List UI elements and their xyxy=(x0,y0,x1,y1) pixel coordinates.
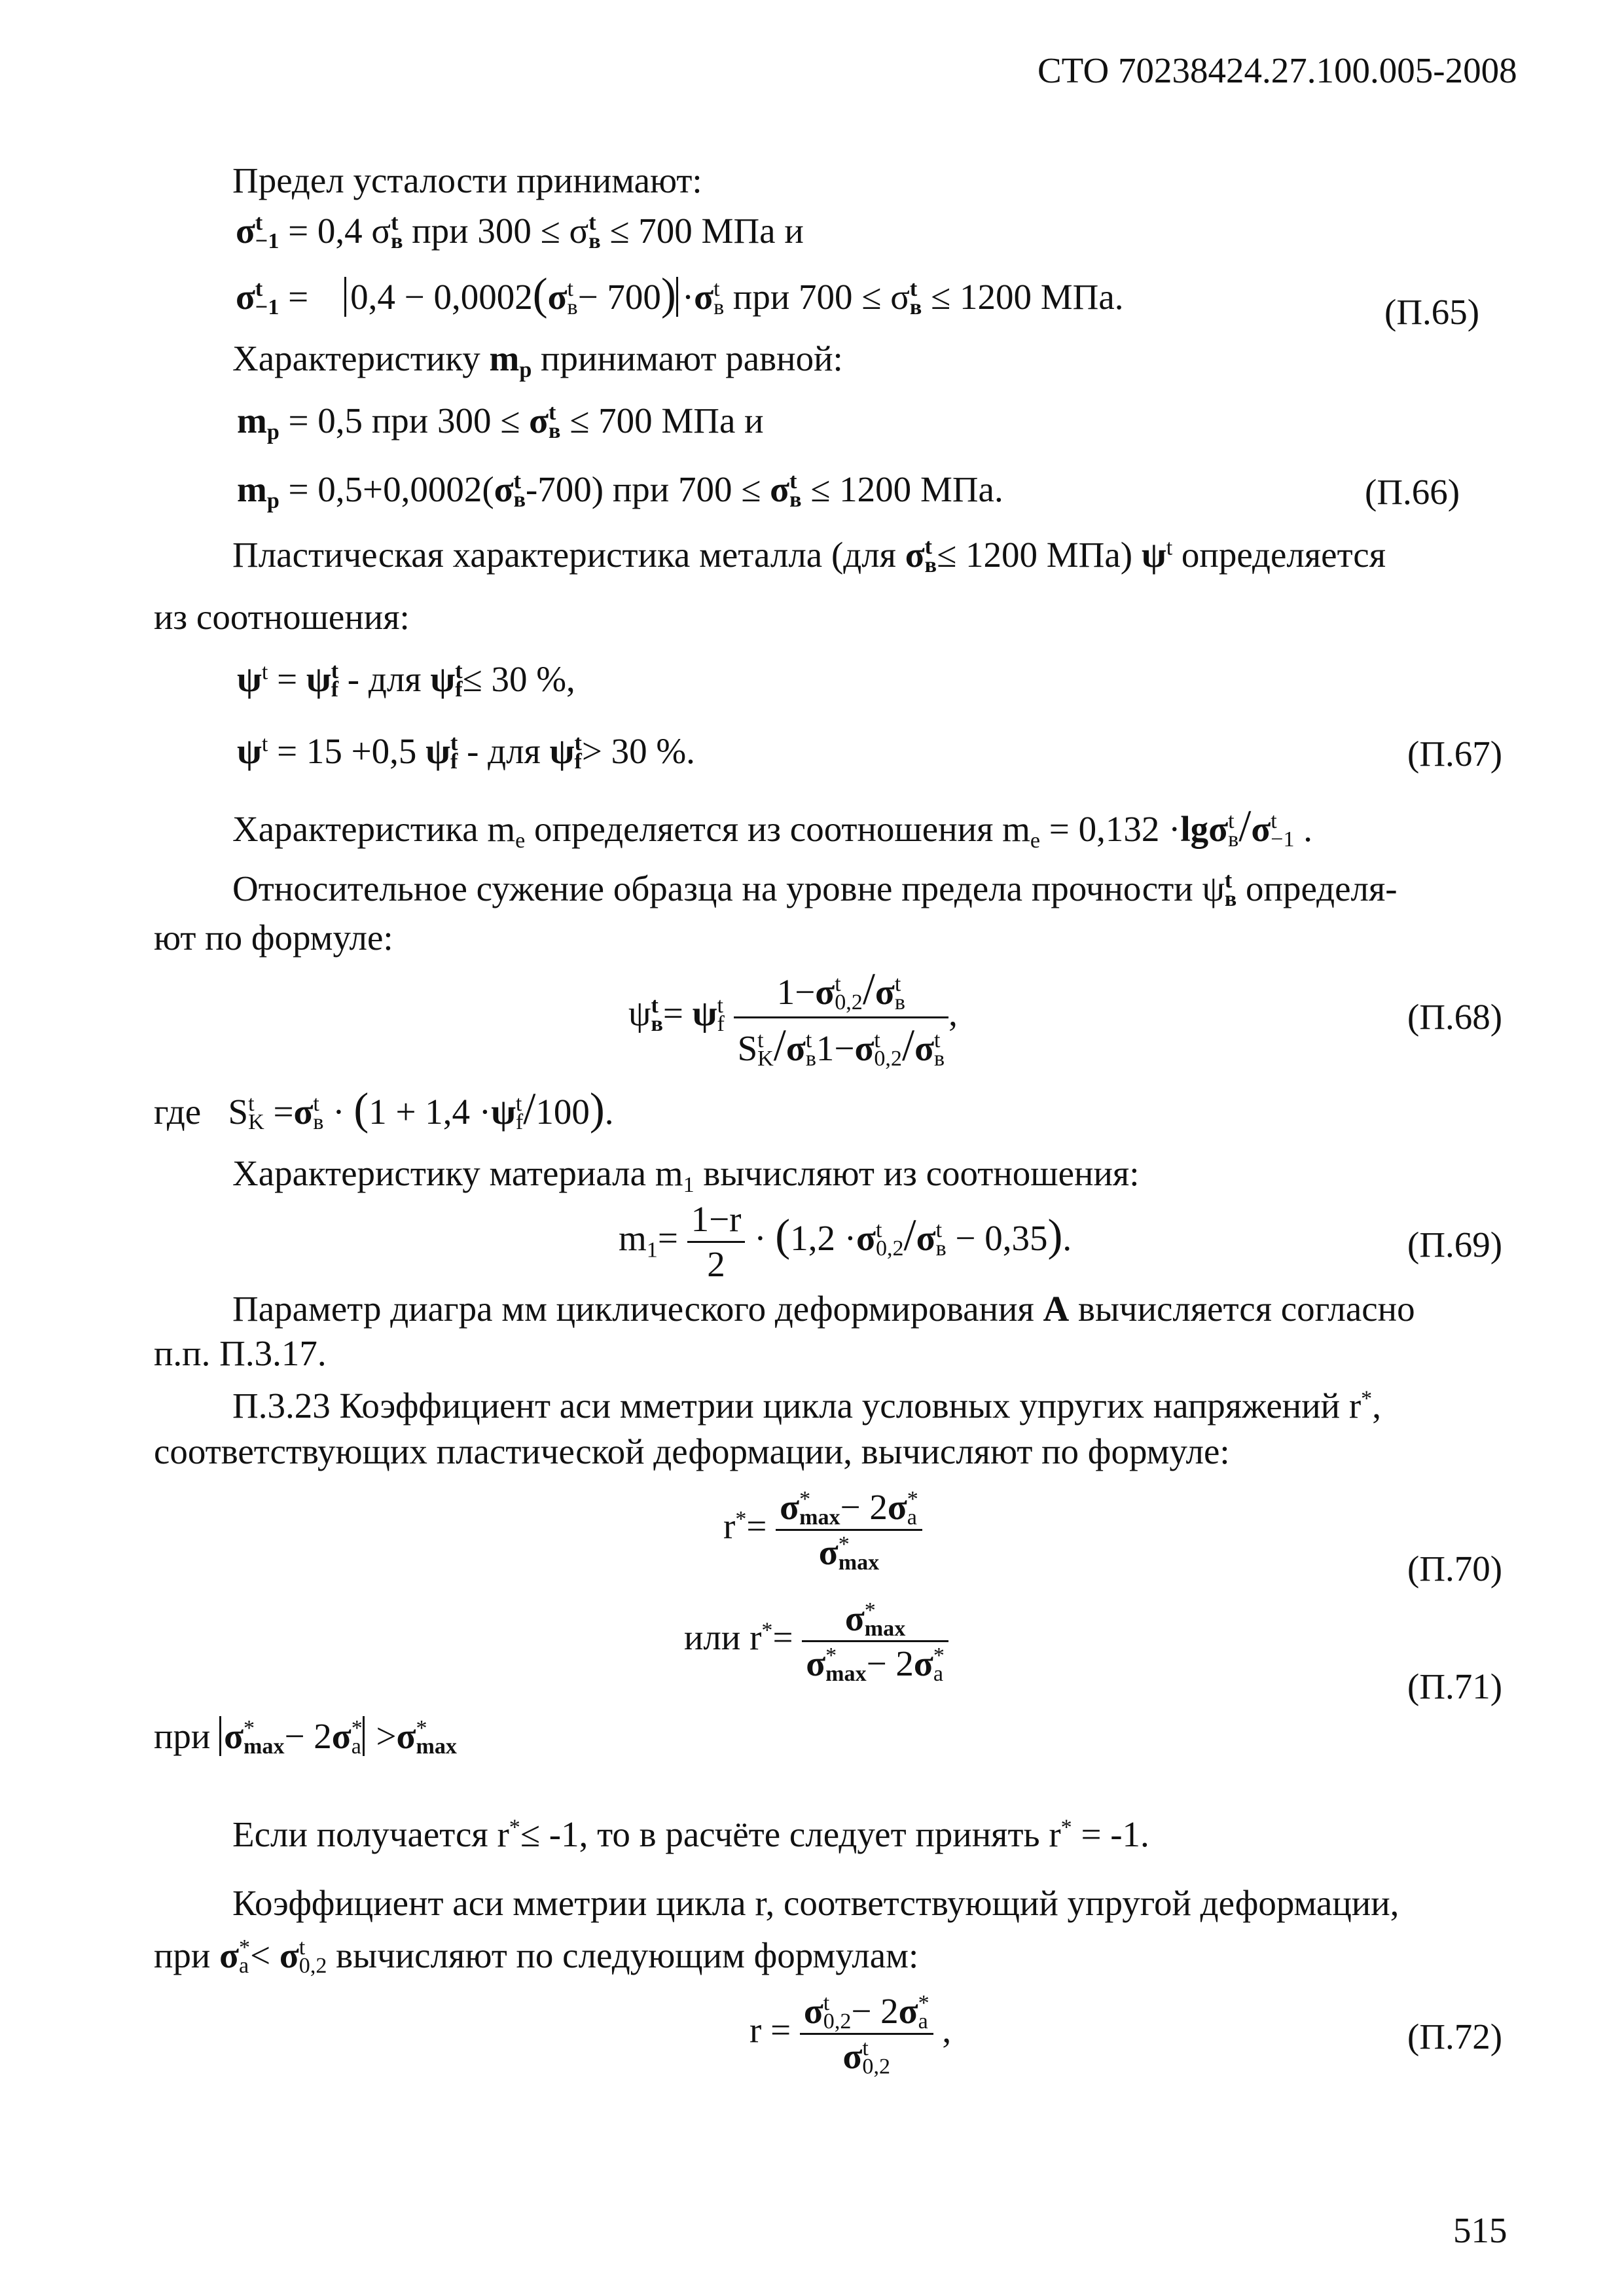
formula-r-star-p70: r*= σ * max − 2σ * a σ * max xyxy=(723,1486,922,1574)
fatigue-intro: Предел усталости принимают: xyxy=(232,160,702,200)
formula-mp-low: $m_p = 0,5$ при 300 ≤ σ t в ≤ 700 МПа и xyxy=(237,401,764,445)
plastic-paragraph-line1: Пластическая характеристика металла (для σ t в ≤ 1200 МПа) $\psi^t$ определяется xyxy=(232,535,1386,578)
standard-code: СТО 70238424.27.100.005-2008 xyxy=(1038,50,1517,90)
equation-number-p72: (П.72) xyxy=(1407,2017,1503,2056)
p323-line2: соответствующих пластической деформации, вычисляют по формуле: xyxy=(154,1431,1230,1471)
formula-psi-v: ψ t в = ψ t f 1−σ t 0,2 /σ t в S t K /σ t в 1−σ t 0,2 /σ t в , xyxy=(628,962,958,1072)
p323-line1: П.3.23 Коэффициент аси мметрии цикла условных упругих напряжений r*, xyxy=(232,1386,1381,1426)
formula-sigma-1-high: σ t −1 = 0,4 − 0,0002(σ t в − 700) ·σ t в при 700 ≤ σ t в ≤ 1200 МПа. xyxy=(236,269,1124,320)
formula-mp-high: $m_p = 0,5+0,0002(\sigma$ t в -700) при 700 ≤ σ t в ≤ 1200 МПа. xyxy=(237,469,1003,514)
formula-r-star-p71: или r*= σ * max σ * max − 2σ * a xyxy=(684,1597,948,1685)
condition-r-star: при σ * max − 2σ * a >σ * max xyxy=(154,1716,457,1759)
equation-number-p66: (П.66) xyxy=(1365,472,1460,512)
narrowing-paragraph-line1: Относительное сужение образца на уровне предела прочности ψ t в определя- xyxy=(232,869,1398,912)
asym-paragraph-line2: при σ * a < σ t 0,2 вычисляют по следующим формулам: xyxy=(154,1935,919,1979)
equation-number-p69: (П.69) xyxy=(1407,1225,1503,1265)
page-number: 515 xyxy=(1453,2210,1507,2250)
equation-number-p68: (П.68) xyxy=(1407,997,1503,1037)
asym-paragraph-line1: Коэффициент аси мметрии цикла r, соответствующий упругой деформации, xyxy=(232,1883,1399,1923)
plastic-paragraph-line2: из соотношения: xyxy=(154,597,410,637)
formula-psi-le-30: $\psi^t = \psi$ t f - для ψ t f ≤ 30 %, xyxy=(237,659,575,702)
me-paragraph: Характеристика $m_e$ определяется из соотношения $m_e = 0,132 \cdot\lg\sigma$ t в /σ t −1 . xyxy=(232,801,1312,853)
if-result-sentence: Если получается r*≤ -1, то в расчёте следует принять r* = -1. xyxy=(232,1814,1149,1854)
formula-psi-gt-30: $\psi^t = 15 +0,5$ ψ t f - для ψ t f > 30 %. xyxy=(237,731,695,774)
param-paragraph-line1: Параметр диагра мм циклического деформирования A вычисляется согласно xyxy=(232,1289,1415,1329)
equation-number-p70: (П.70) xyxy=(1407,1549,1503,1588)
equation-number-p71: (П.71) xyxy=(1407,1666,1503,1706)
equation-number-p67: (П.67) xyxy=(1407,734,1503,774)
mp-intro: Характеристику $m_p$ принимают равной: xyxy=(232,338,843,383)
equation-number-p65: (П.65) xyxy=(1384,292,1480,332)
formula-sk: где S t K =σ t в · (1 + 1,4 ·ψ t f /100). xyxy=(154,1084,614,1135)
param-paragraph-line2: п.п. П.3.17. xyxy=(154,1333,327,1373)
formula-sigma-1-low: σ t −1 = 0,4 σ t в при 300 ≤ σ t в ≤ 700 МПа и xyxy=(236,211,804,254)
formula-r-p72: r = σ t 0,2 − 2σ * a σ t 0,2 , xyxy=(749,1991,952,2079)
narrowing-paragraph-line2: ют по формуле: xyxy=(154,918,393,958)
formula-m1: $m_1=$ $\frac{1-r}{2}$ · (1,2 ·σ t 0,2 /σ t в − 0,35). xyxy=(619,1199,1072,1284)
m1-intro: Характеристику материала $m_1$ вычисляют из соотношения: xyxy=(232,1153,1140,1198)
